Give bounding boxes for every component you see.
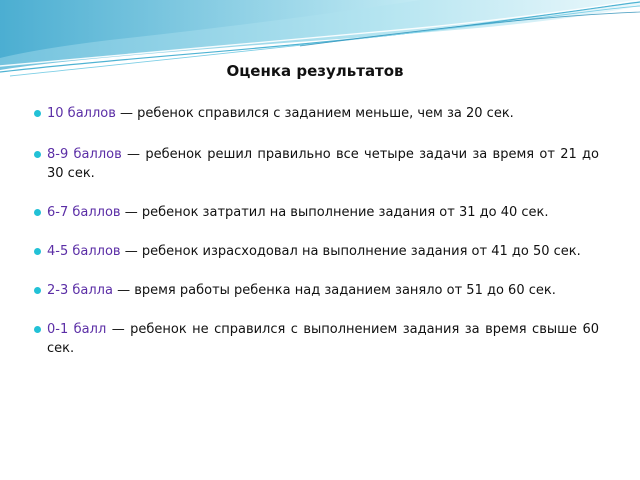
- bullet-icon: [34, 209, 41, 216]
- bullet-icon: [34, 151, 41, 158]
- item-description: — время работы ребенка над заданием заняло от 51 до 60 сек.: [112, 283, 556, 298]
- bullet-icon: [34, 326, 41, 333]
- results-list: [33, 104, 599, 378]
- score-label: 6-7 баллов: [47, 205, 121, 220]
- item-description: — ребенок справился с заданием меньше, чем за 20 сек.: [115, 106, 514, 121]
- score-label: 4-5 баллов: [47, 244, 121, 259]
- bullet-icon: [34, 110, 41, 117]
- list-item: [33, 145, 599, 183]
- list-item: [33, 203, 599, 222]
- item-description: — ребенок израсходовал на выполнение задания от 41 до 50 сек.: [120, 244, 581, 259]
- score-label: 2-3 балла: [47, 283, 113, 298]
- list-item: [33, 281, 599, 300]
- slide-title: Оценка результатов: [226, 62, 404, 80]
- item-description: — ребенок не справился с выполнением задания за время свыше 60 сек.: [47, 322, 599, 356]
- list-item: [33, 242, 599, 261]
- score-label: 0-1 балл: [47, 322, 107, 337]
- score-label: 10 баллов: [47, 106, 116, 121]
- list-item: [33, 320, 599, 358]
- item-description: — ребенок затратил на выполнение задания от 31 до 40 сек.: [120, 205, 549, 220]
- bullet-icon: [34, 287, 41, 294]
- list-item: [33, 104, 599, 123]
- bullet-icon: [34, 248, 41, 255]
- item-description: — ребенок решил правильно все четыре задачи за время от 21 до 30 сек.: [47, 147, 599, 181]
- score-label: 8-9 баллов: [47, 147, 122, 162]
